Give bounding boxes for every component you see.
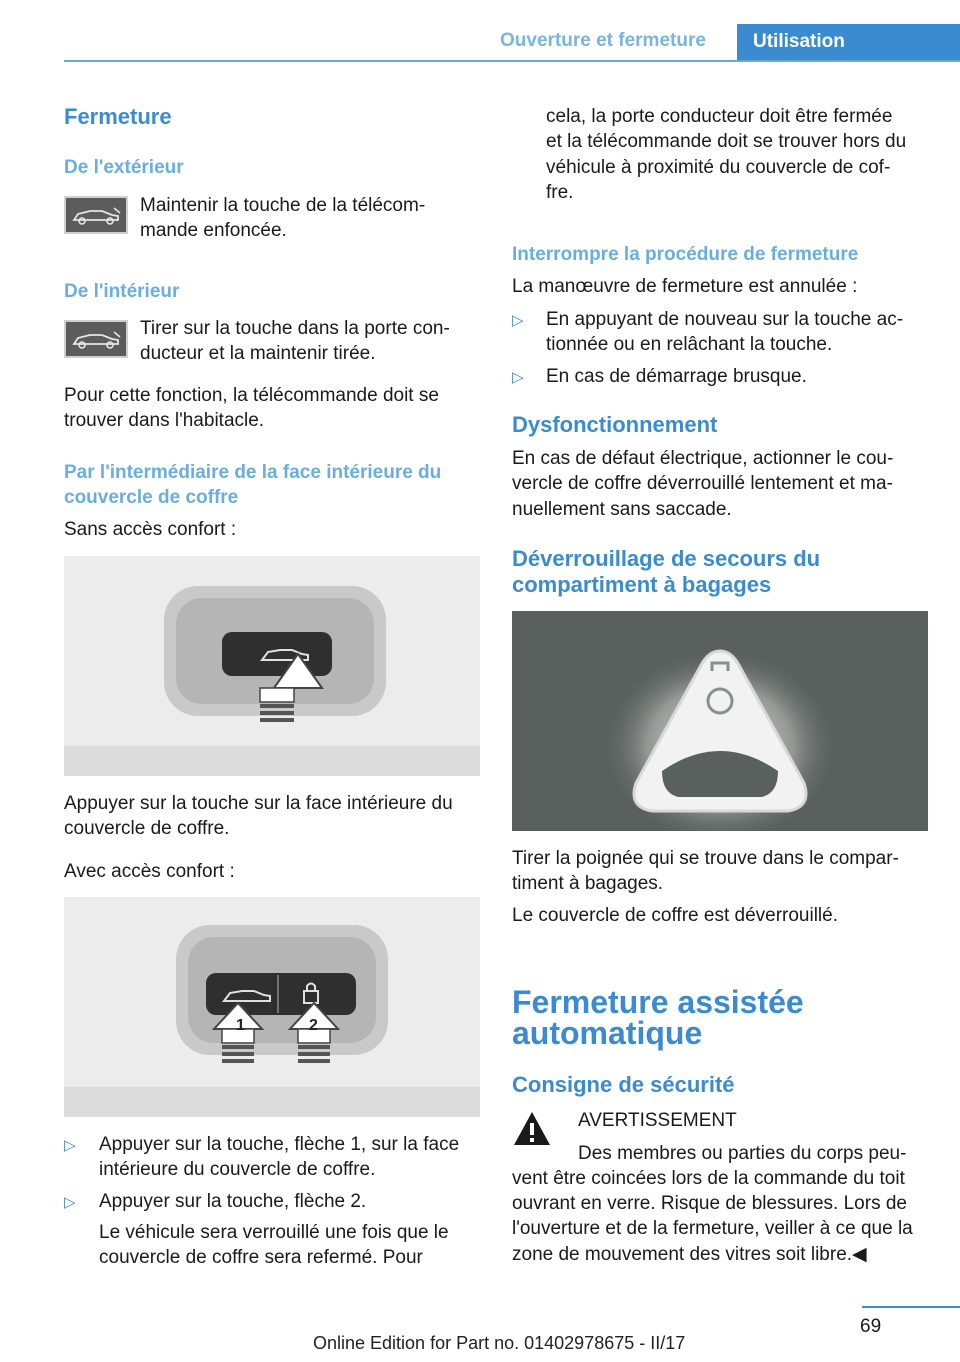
sans-acces-label: Sans accès confort : [64, 519, 237, 540]
bullet-icon: ▷ [512, 312, 524, 329]
edition-footer: Online Edition for Part no. 01402978675 - II/17 [313, 1333, 686, 1353]
section-title-deverrouillage-2: compartiment à bagages [512, 572, 772, 597]
continuation-line: véhicule à proximité du couvercle de cof‐ [546, 157, 891, 178]
section-title-consigne: Consigne de sécurité [512, 1072, 735, 1097]
paragraph-line: nuellement sans saccade. [512, 499, 732, 520]
bullet-icon: ▷ [64, 1137, 76, 1154]
paragraph-line: Pour cette fonction, la télécommande doit se [64, 385, 439, 406]
section-title-fermeture-assistee-2: automatique [512, 1015, 703, 1051]
bullet-line: tionnée ou en relâchant la touche. [546, 334, 833, 355]
section-title-fermeture-assistee: Fermeture assistée [512, 984, 804, 1020]
car-trunk-button-icon [64, 320, 128, 358]
warning-line: l'ouverture et de la fermeture, veiller à ce que la [512, 1218, 913, 1239]
caption-line: Le couvercle de coffre est déverrouillé. [512, 905, 838, 926]
bullet-icon: ▷ [64, 1194, 76, 1211]
warning-label: AVERTISSEMENT [578, 1110, 737, 1131]
comfort-access-buttons-photo [64, 897, 480, 1117]
bullet-icon: ▷ [512, 369, 524, 386]
warning-line: zone de mouvement des vitres soit libre.◀ [512, 1244, 867, 1265]
caption-line: timent à bagages. [512, 873, 664, 894]
running-header-section: Ouverture et fermeture [500, 30, 706, 51]
bullet-line: En appuyant de nouveau sur la touche ac‐ [546, 309, 904, 330]
warning-line: Des membres ou parties du corps peu‐ [578, 1143, 907, 1164]
section-title-dysfonctionnement: Dysfonctionnement [512, 412, 718, 437]
bullet-line: intérieure du couvercle de coffre. [99, 1159, 376, 1180]
arrow-label-1: 1 [236, 1017, 245, 1034]
page-number: 69 [860, 1316, 882, 1337]
subheading-interrompre: Interrompre la procédure de fermeture [512, 244, 859, 265]
continuation-line: fre. [546, 182, 574, 203]
bullet-line: Appuyer sur la touche, flèche 2. [99, 1191, 367, 1212]
arrow-label-2: 2 [309, 1017, 318, 1034]
subheading-interieur: De l'intérieur [64, 281, 180, 302]
interieur-text-2: ducteur et la maintenir tirée. [140, 343, 376, 364]
header-rule [64, 60, 960, 62]
bullet-line: Appuyer sur la touche, flèche 1, sur la face [99, 1134, 460, 1155]
section-title-deverrouillage: Déverrouillage de secours du [512, 546, 821, 571]
paragraph-line: trouver dans l'habitacle. [64, 410, 265, 431]
subheading-face-interieure: Par l'intermédiaire de la face intérieure du [64, 462, 442, 483]
bullet-continuation: couvercle de coffre sera refermé. Pour [99, 1247, 423, 1268]
interrompre-text: La manœuvre de fermeture est annulée : [512, 276, 858, 297]
interieur-text-1: Tirer sur la touche dans la porte con‐ [140, 318, 450, 339]
running-header-tab: Utilisation [737, 24, 960, 62]
bullet-line: En cas de démarrage brusque. [546, 366, 807, 387]
warning-line: ouvrant en verre. Risque de blessures. Lors de [512, 1193, 907, 1214]
section-title-fermeture: Fermeture [64, 104, 172, 129]
warning-line: vent être coincées lors de la commande du toit [512, 1168, 905, 1189]
subheading-exterieur: De l'extérieur [64, 157, 184, 178]
exterieur-text-2: mande enfoncée. [140, 220, 287, 241]
trunk-button-photo [64, 556, 480, 776]
avec-acces-label: Avec accès confort : [64, 861, 235, 882]
warning-triangle-icon [512, 1110, 552, 1148]
footer-rule [862, 1306, 960, 1308]
caption-line: Tirer la poignée qui se trouve dans le compar‐ [512, 848, 899, 869]
bullet-continuation: Le véhicule sera verrouillé une fois que le [99, 1222, 449, 1243]
caption-line: Appuyer sur la touche sur la face intérieure du [64, 793, 453, 814]
car-trunk-button-icon [64, 196, 128, 234]
subheading-face-interieure-2: couvercle de coffre [64, 487, 239, 508]
continuation-line: cela, la porte conducteur doit être fermée [546, 106, 893, 127]
caption-line: couvercle de coffre. [64, 818, 230, 839]
paragraph-line: En cas de défaut électrique, actionner le cou‐ [512, 448, 894, 469]
emergency-release-handle-photo [512, 611, 928, 831]
continuation-line: et la télécommande doit se trouver hors du [546, 131, 907, 152]
exterieur-text-1: Maintenir la touche de la télécom‐ [140, 195, 426, 216]
paragraph-line: vercle de coffre déverrouillé lentement et ma‐ [512, 473, 893, 494]
